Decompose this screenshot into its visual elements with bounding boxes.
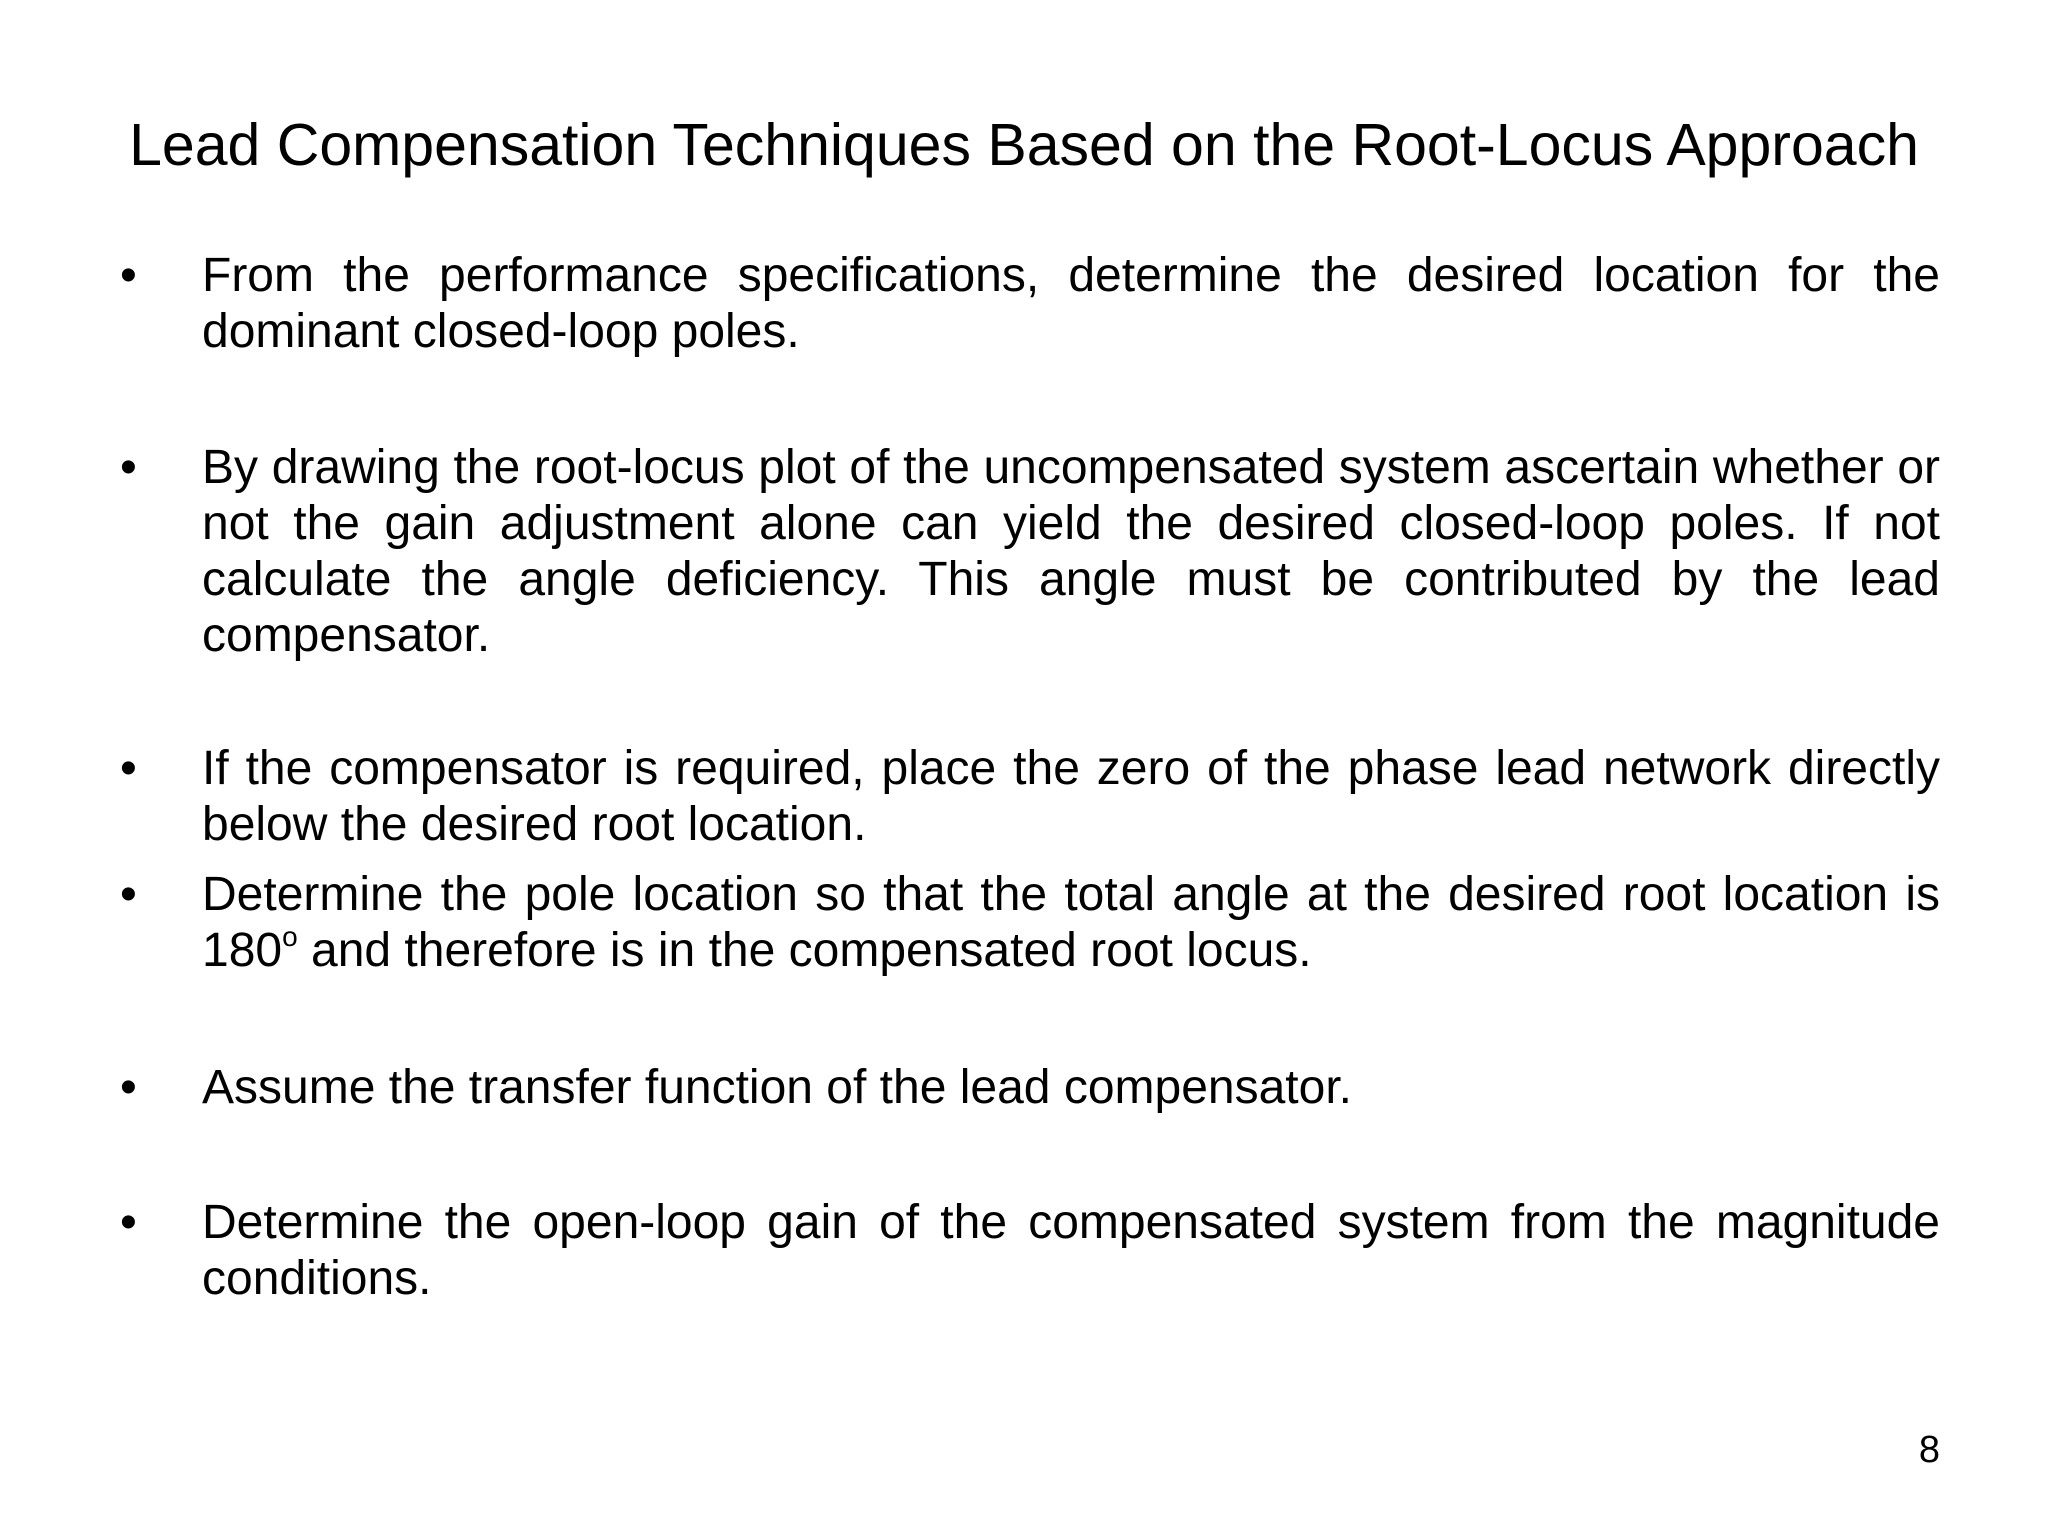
bullet-symbol: •: [120, 441, 137, 494]
bullet-text-1: From the performance specifications, determine the desired location for the dominant closed-loop poles.: [202, 249, 1940, 358]
bullet-symbol: •: [120, 1196, 137, 1249]
slide-title: Lead Compensation Techniques Based on the Root-Locus Approach: [129, 112, 1919, 178]
bullet-symbol: •: [120, 1061, 137, 1114]
bullet-text-4-before: Determine the pole location so that the total angle at the desired root location is 180: [202, 868, 1940, 977]
degree-superscript: o: [282, 921, 298, 952]
bullet-text-4: [202, 867, 1940, 979]
page-number: 8: [1918, 1429, 1940, 1471]
bullet-text-3: If the compensator is required, place the zero of the phase lead network directly below the desired root location.: [202, 742, 1940, 851]
bullet-symbol: •: [120, 249, 137, 302]
bullet-symbol: •: [120, 742, 137, 795]
bullet-text-4-after: and therefore is in the compensated root locus.: [297, 924, 1312, 977]
bullet-text-2: By drawing the root-locus plot of the uncompensated system ascertain whether or not the gain adjustment alone can yield the desired closed-loop poles. If not calculate the angle deficiency. This angle must be contributed by the lead compensator.: [202, 441, 1940, 662]
bullet-symbol: •: [120, 868, 137, 921]
bullet-text-5: Assume the transfer function of the lead compensator.: [202, 1061, 1352, 1114]
bullet-text-6: Determine the open-loop gain of the compensated system from the magnitude conditions.: [202, 1196, 1940, 1305]
